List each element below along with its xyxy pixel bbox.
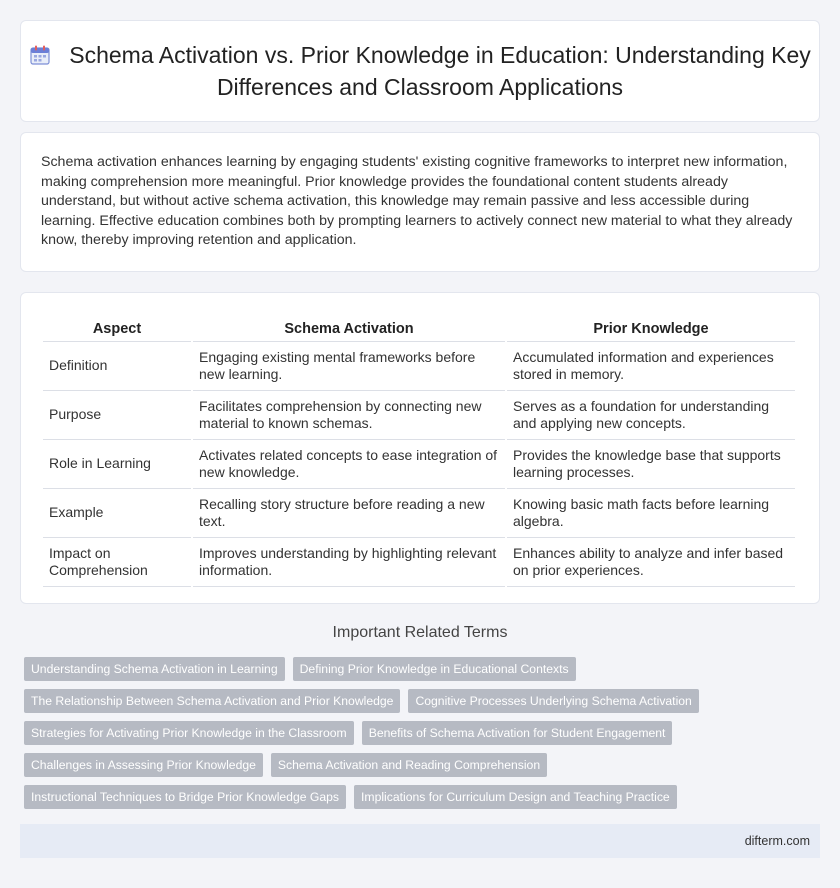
- table-cell: Definition: [43, 342, 191, 391]
- table-row: [43, 489, 795, 538]
- table-cell: Accumulated information and experiences stored in memory.: [507, 342, 795, 391]
- table-row: [43, 538, 795, 587]
- tag-row: [24, 689, 824, 713]
- table-cell: Purpose: [43, 391, 191, 440]
- tag-row: [24, 785, 824, 809]
- header-schema-activation: Schema Activation: [193, 313, 505, 342]
- related-term-tag[interactable]: Benefits of Schema Activation for Student Engagement: [362, 721, 673, 745]
- page-title: [21, 39, 819, 103]
- footer-site-link[interactable]: difterm.com: [744, 834, 810, 848]
- related-term-tag[interactable]: Understanding Schema Activation in Learning: [24, 657, 285, 681]
- intro-paragraph: Schema activation enhances learning by engaging students' existing cognitive frameworks to interpret new information, making comprehension more meaningful. Prior knowledge provides the foundational content students already understand, but without active schema activation, this knowledge may remain passive and less accessible during learning. Effective education combines both by prompting learners to actively connect new material to what they already know, thereby improving retention and application.: [41, 154, 793, 249]
- table-cell: Impact on Comprehension: [43, 538, 191, 587]
- table-row: [43, 342, 795, 391]
- table-cell: Improves understanding by highlighting relevant information.: [193, 538, 505, 587]
- tag-row: [24, 721, 824, 745]
- footer: [20, 824, 820, 858]
- table-header-row: [43, 313, 795, 342]
- table-cell: Engaging existing mental frameworks before new learning.: [193, 342, 505, 391]
- comparison-table: [41, 313, 797, 587]
- comparison-card: [20, 292, 820, 604]
- table-cell: Facilitates comprehension by connecting new material to known schemas.: [193, 391, 505, 440]
- title-card: [20, 20, 820, 122]
- tag-row: [24, 753, 824, 777]
- intro-card: [20, 132, 820, 272]
- table-cell: Recalling story structure before reading a new text.: [193, 489, 505, 538]
- related-term-tag[interactable]: Instructional Techniques to Bridge Prior Knowledge Gaps: [24, 785, 346, 809]
- related-term-tag[interactable]: The Relationship Between Schema Activation and Prior Knowledge: [24, 689, 400, 713]
- table-row: [43, 391, 795, 440]
- related-term-tag[interactable]: Challenges in Assessing Prior Knowledge: [24, 753, 263, 777]
- table-cell: Knowing basic math facts before learning algebra.: [507, 489, 795, 538]
- table-cell: Activates related concepts to ease integration of new knowledge.: [193, 440, 505, 489]
- table-cell: Role in Learning: [43, 440, 191, 489]
- related-terms-list: [24, 657, 824, 817]
- table-cell: Provides the knowledge base that supports learning processes.: [507, 440, 795, 489]
- table-cell: Enhances ability to analyze and infer based on prior experiences.: [507, 538, 795, 587]
- related-term-tag[interactable]: Defining Prior Knowledge in Educational Contexts: [293, 657, 576, 681]
- related-term-tag[interactable]: Strategies for Activating Prior Knowledge in the Classroom: [24, 721, 354, 745]
- related-term-tag[interactable]: Schema Activation and Reading Comprehension: [271, 753, 547, 777]
- tag-row: [24, 657, 824, 681]
- table-cell: Serves as a foundation for understanding and applying new concepts.: [507, 391, 795, 440]
- calendar-icon: [29, 42, 51, 64]
- header-aspect: Aspect: [43, 313, 191, 342]
- table-cell: Example: [43, 489, 191, 538]
- table-row: [43, 440, 795, 489]
- related-term-tag[interactable]: Cognitive Processes Underlying Schema Activation: [408, 689, 698, 713]
- related-term-tag[interactable]: Implications for Curriculum Design and Teaching Practice: [354, 785, 677, 809]
- title-text: Schema Activation vs. Prior Knowledge in Education: Understanding Key Differences and Classroom Applications: [69, 42, 811, 100]
- related-terms-heading: Important Related Terms: [332, 624, 508, 641]
- header-prior-knowledge: Prior Knowledge: [507, 313, 795, 342]
